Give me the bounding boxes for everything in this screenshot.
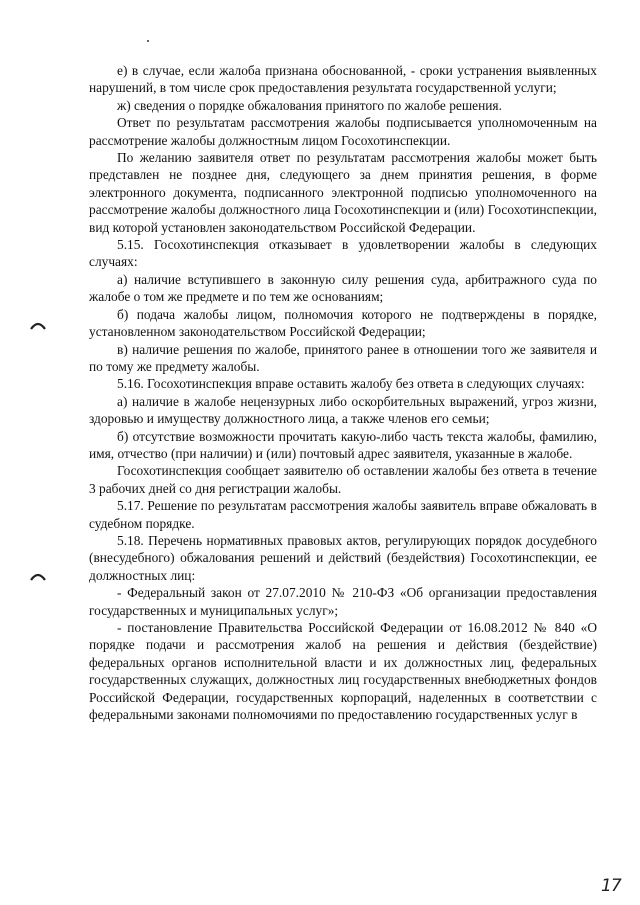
paragraph: б) подача жалобы лицом, полномочия которого не подтверждены в порядке, установленном законодательством Российской Федерации; [89,306,597,340]
paragraph: Госохотинспекция сообщает заявителю об оставлении жалобы без ответа в течение 3 рабочих дней со дня регистрации жалобы. [89,463,597,496]
punch-hole-mark-icon [30,320,46,330]
document-body [89,62,597,723]
paragraph: По желанию заявителя ответ по результатам рассмотрения жалобы может быть представлен не позднее дня, следующего за днем принятия решения, в форме электронного документа, подписанного электронной подписью уполномоченного на рассмотрение жалобы должностного лица Госохотинспекции и (или) Госохотинспекции, вид которой установлен законодательством Российской Федерации. [89,150,597,235]
paragraph: а) наличие в жалобе нецензурных либо оскорбительных выражений, угроз жизни, здоровью и имуществу должностного лица, а также членов его семьи; [89,393,597,427]
paragraph: 5.16. Госохотинспекция вправе оставить жалобу без ответа в следующих случаях: [117,376,585,392]
paragraph: 5.18. Перечень нормативных правовых актов, регулирующих порядок досудебного (внесудебного) обжалования решений и действий (бездействия) Госохотинспекции, ее должностных лиц: [89,532,597,583]
paragraph: а) наличие вступившего в законную силу решения суда, арбитражного суда по жалобе о том же предмете и по тем же основаниям; [89,271,597,305]
paragraph: Ответ по результатам рассмотрения жалобы подписывается уполномоченным на рассмотрение жалобы должностным лицом Госохотинспекции. [89,115,597,148]
paragraph: в) наличие решения по жалобе, принятого ранее в отношении того же заявителя и по тому же предмету жалобы. [89,341,597,374]
paragraph: 5.15. Госохотинспекция отказывает в удовлетворении жалобы в следующих случаях: [89,237,597,270]
scan-speck [147,40,149,42]
punch-hole-mark-icon [30,571,46,581]
page-number: 17 [601,876,621,896]
paragraph: - постановление Правительства Российской Федерации от 16.08.2012 № 840 «О порядке подачи и рассмотрения жалоб на решения и действия (бездействие) федеральных органов исполнительной власти и их должностных лиц, федеральных государственных служащих, должностных лиц государственных внебюджетных фондов Российской Федерации, государственных корпораций, наделенных в соответствии с федеральными законами полномочиями по предоставлению государственных услуг в [89,620,597,723]
paragraph: е) в случае, если жалоба признана обоснованной, - сроки устранения выявленных нарушений, в том числе срок предоставления результата государственной услуги; [89,63,597,96]
paragraph: б) отсутствие возможности прочитать какую-либо часть текста жалобы, фамилию, имя, отчество (при наличии) и (или) почтовый адрес заявителя, указанные в жалобе. [89,428,597,461]
paragraph: 5.17. Решение по результатам рассмотрения жалобы заявитель вправе обжаловать в судебном порядке. [89,498,597,531]
paragraph: ж) сведения о порядке обжалования принятого по жалобе решения. [117,97,502,113]
paragraph: - Федеральный закон от 27.07.2010 № 210-ФЗ «Об организации предоставления государственных и муниципальных услуг»; [89,585,597,618]
